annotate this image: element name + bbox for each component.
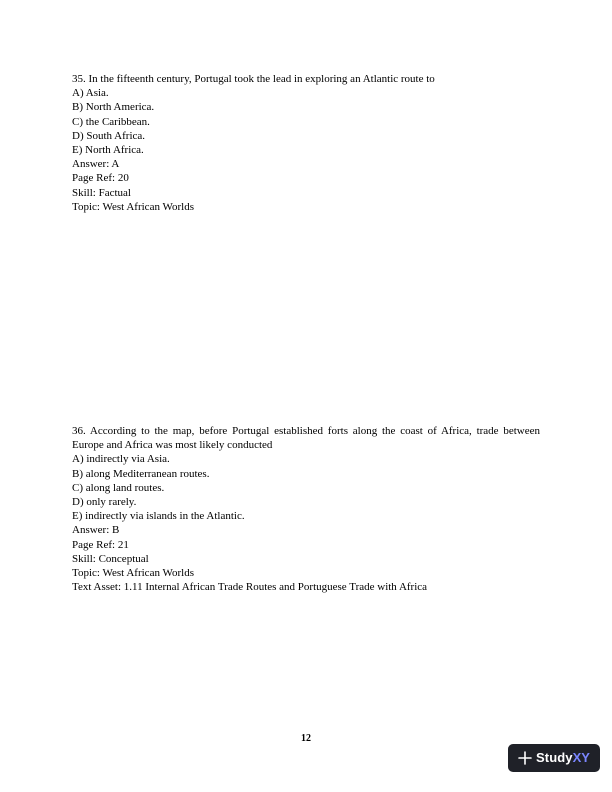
option-c: C) along land routes. — [72, 481, 165, 494]
question-stem: 36. According to the map, before Portugal established forts along the coast of Africa, trade between Europe and Africa was most likely conducted — [72, 425, 540, 452]
topic: Topic: West African Worlds — [72, 200, 195, 213]
topic: Topic: West African Worlds — [72, 567, 195, 580]
option-b: B) North America. — [72, 101, 155, 114]
text-asset: Text Asset: 1.11 Internal African Trade Routes and Portuguese Trade with Africa — [72, 581, 428, 594]
plus-icon — [518, 751, 532, 765]
answer: Answer: A — [72, 158, 120, 171]
question-36 — [72, 424, 540, 594]
option-d: D) South Africa. — [72, 129, 146, 142]
page-number: 12 — [301, 733, 311, 744]
brand-accent: XY — [572, 750, 590, 765]
skill: Skill: Factual — [72, 186, 131, 199]
question-35 — [72, 72, 540, 214]
question-stem: 35. In the fifteenth century, Portugal took the lead in exploring an Atlantic route to — [72, 73, 435, 85]
brand-name: Study — [536, 750, 573, 765]
option-a: A) indirectly via Asia. — [72, 453, 170, 466]
option-a: A) Asia. — [72, 87, 109, 100]
studyxy-badge[interactable] — [508, 744, 600, 772]
option-d: D) only rarely. — [72, 496, 137, 509]
option-e: E) North Africa. — [72, 144, 144, 157]
answer: Answer: B — [72, 524, 120, 537]
skill: Skill: Conceptual — [72, 552, 149, 565]
page-ref: Page Ref: 20 — [72, 172, 129, 185]
option-e: E) indirectly via islands in the Atlantic. — [72, 510, 245, 523]
page-ref: Page Ref: 21 — [72, 538, 129, 551]
option-c: C) the Caribbean. — [72, 115, 150, 128]
option-b: B) along Mediterranean routes. — [72, 467, 210, 480]
